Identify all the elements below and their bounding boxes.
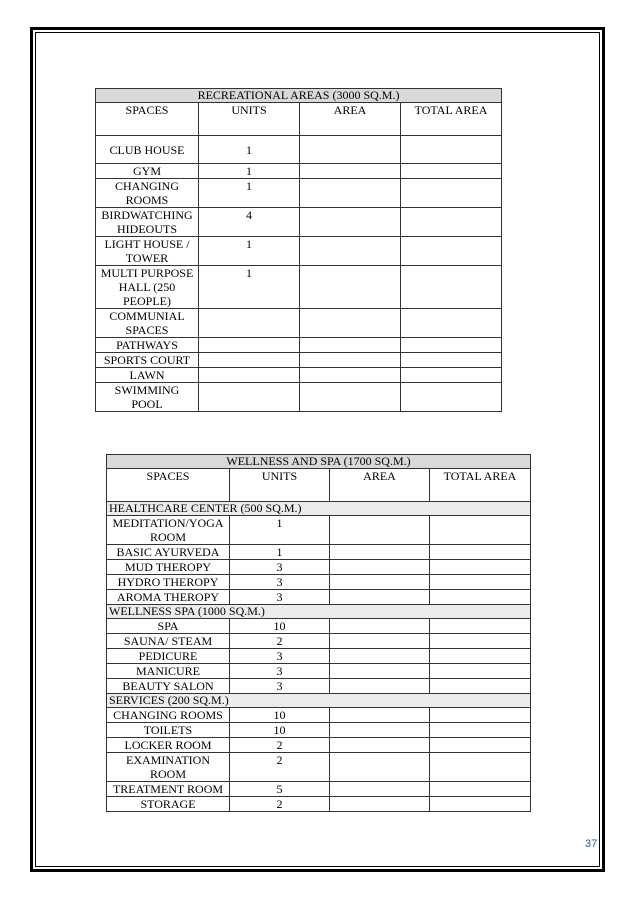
units-cell [199,383,300,412]
table-row [96,136,502,164]
table-row [107,782,531,797]
total-area-cell [401,208,502,237]
units-cell [199,338,300,353]
space-cell: SAUNA/ STEAM [107,634,230,649]
units-cell: 10 [230,708,330,723]
header-total-area: TOTAL AREA [430,469,531,502]
table-title-row [96,89,502,103]
space-cell: MANICURE [107,664,230,679]
recreational-areas-table [95,88,502,412]
units-cell: 4 [199,208,300,237]
area-cell [330,516,430,545]
total-area-cell [430,516,531,545]
table-row [96,368,502,383]
total-area-cell [430,545,531,560]
page-number: 37 [585,838,598,850]
space-cell: GYM [96,164,199,179]
table-row [107,619,531,634]
space-cell: LIGHT HOUSE / TOWER [96,237,199,266]
section-row [107,605,531,619]
table-row [96,164,502,179]
units-cell: 3 [230,649,330,664]
space-cell: SWIMMING POOL [96,383,199,412]
total-area-cell [401,368,502,383]
area-cell [300,383,401,412]
header-area: AREA [300,103,401,136]
area-cell [330,575,430,590]
units-cell: 1 [199,164,300,179]
area-cell [330,723,430,738]
area-cell [300,266,401,309]
area-cell [330,619,430,634]
header-spaces: SPACES [107,469,230,502]
units-cell [199,309,300,338]
space-cell: CLUB HOUSE [96,136,199,164]
units-cell: 3 [230,590,330,605]
table-row [96,179,502,208]
space-cell: LOCKER ROOM [107,738,230,753]
area-cell [330,679,430,694]
section-title: WELLNESS SPA (1000 SQ.M.) [107,605,531,619]
header-area: AREA [330,469,430,502]
table-row [96,353,502,368]
units-cell: 2 [230,753,330,782]
area-cell [330,545,430,560]
space-cell: TREATMENT ROOM [107,782,230,797]
units-cell: 1 [199,237,300,266]
units-cell: 3 [230,679,330,694]
space-cell: SPA [107,619,230,634]
total-area-cell [430,738,531,753]
table-row [96,237,502,266]
area-cell [330,649,430,664]
table-title-row [107,455,531,469]
section-title: SERVICES (200 SQ.M.) [107,694,531,708]
total-area-cell [430,590,531,605]
space-cell: MUD THEROPY [107,560,230,575]
space-cell: CHANGING ROOMS [107,708,230,723]
table-row [107,545,531,560]
area-cell [330,634,430,649]
area-cell [330,560,430,575]
space-cell: MEDITATION/YOGA ROOM [107,516,230,545]
units-cell: 3 [230,560,330,575]
table-row [107,797,531,812]
total-area-cell [430,649,531,664]
table-row [107,708,531,723]
table-row [96,338,502,353]
total-area-cell [430,679,531,694]
total-area-cell [430,634,531,649]
space-cell: COMMUNIAL SPACES [96,309,199,338]
table-row [96,266,502,309]
total-area-cell [430,575,531,590]
units-cell: 3 [230,664,330,679]
area-cell [330,590,430,605]
header-units: UNITS [230,469,330,502]
space-cell: SPORTS COURT [96,353,199,368]
table-row [96,383,502,412]
area-cell [330,708,430,723]
table-row [107,560,531,575]
space-cell: PATHWAYS [96,338,199,353]
total-area-cell [430,797,531,812]
recreational-title: RECREATIONAL AREAS (3000 SQ.M.) [96,89,502,103]
area-cell [300,353,401,368]
space-cell: LAWN [96,368,199,383]
area-cell [300,179,401,208]
table-row [107,649,531,664]
space-cell: STORAGE [107,797,230,812]
space-cell: EXAMINATION ROOM [107,753,230,782]
total-area-cell [401,136,502,164]
total-area-cell [430,723,531,738]
area-cell [300,368,401,383]
units-cell: 2 [230,634,330,649]
section-row [107,502,531,516]
space-cell: AROMA THEROPY [107,590,230,605]
table-row [107,679,531,694]
units-cell: 1 [199,136,300,164]
total-area-cell [430,560,531,575]
units-cell [199,368,300,383]
total-area-cell [430,753,531,782]
area-cell [300,136,401,164]
space-cell: PEDICURE [107,649,230,664]
space-cell: MULTI PURPOSE HALL (250 PEOPLE) [96,266,199,309]
table-row [107,664,531,679]
units-cell: 5 [230,782,330,797]
table-row [107,516,531,545]
space-cell: BEAUTY SALON [107,679,230,694]
space-cell: BIRDWATCHING HIDEOUTS [96,208,199,237]
total-area-cell [401,237,502,266]
total-area-cell [401,353,502,368]
section-title: HEALTHCARE CENTER (500 SQ.M.) [107,502,531,516]
table-header-row [96,103,502,136]
total-area-cell [401,309,502,338]
table-row [107,575,531,590]
total-area-cell [401,179,502,208]
space-cell: TOILETS [107,723,230,738]
header-units: UNITS [199,103,300,136]
total-area-cell [401,338,502,353]
units-cell: 10 [230,619,330,634]
header-total-area: TOTAL AREA [401,103,502,136]
space-cell: HYDRO THEROPY [107,575,230,590]
units-cell [199,353,300,368]
units-cell: 10 [230,723,330,738]
units-cell: 3 [230,575,330,590]
area-cell [300,237,401,266]
units-cell: 1 [199,266,300,309]
total-area-cell [401,383,502,412]
total-area-cell [401,266,502,309]
area-cell [300,338,401,353]
units-cell: 2 [230,797,330,812]
units-cell: 2 [230,738,330,753]
total-area-cell [430,782,531,797]
space-cell: CHANGING ROOMS [96,179,199,208]
area-cell [330,738,430,753]
header-spaces: SPACES [96,103,199,136]
table-row [107,753,531,782]
area-cell [300,164,401,179]
total-area-cell [430,619,531,634]
units-cell: 1 [199,179,300,208]
total-area-cell [430,664,531,679]
table-row [96,309,502,338]
area-cell [300,309,401,338]
area-cell [330,664,430,679]
area-cell [300,208,401,237]
table-row [107,590,531,605]
section-row [107,694,531,708]
total-area-cell [401,164,502,179]
units-cell: 1 [230,516,330,545]
wellness-title: WELLNESS AND SPA (1700 SQ.M.) [107,455,531,469]
table-row [107,738,531,753]
wellness-spa-table [106,454,531,812]
total-area-cell [430,708,531,723]
area-cell [330,753,430,782]
units-cell: 1 [230,545,330,560]
table-row [107,723,531,738]
table-row [107,634,531,649]
table-row [96,208,502,237]
table-header-row [107,469,531,502]
space-cell: BASIC AYURVEDA [107,545,230,560]
area-cell [330,797,430,812]
area-cell [330,782,430,797]
